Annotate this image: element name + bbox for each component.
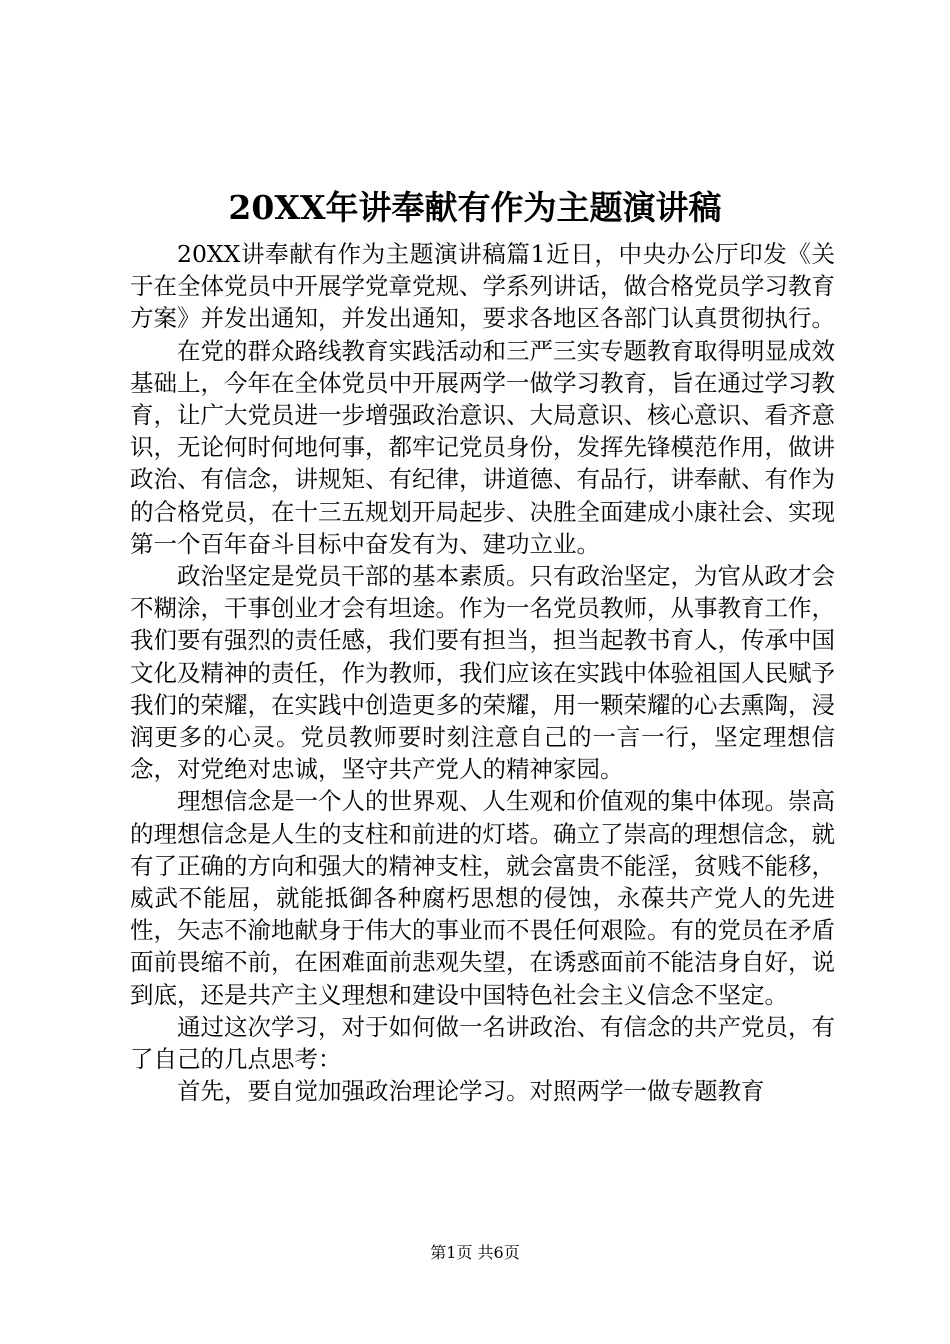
document-body — [130, 238, 835, 1107]
page-number-footer: 第1页 共6页 — [430, 1243, 520, 1262]
paragraph-1: 20XX讲奉献有作为主题演讲稿篇1近日，中央办公厅印发《关于在全体党员中开展学党章党规、学系列讲话，做合格党员学习教育方案》并发出通知，并发出通知，要求各地区各部门认真贯彻执行。 — [130, 240, 835, 333]
paragraph-6: 首先，要自觉加强政治理论学习。对照两学一做专题教育 — [177, 1077, 765, 1106]
document-title: 20XX年讲奉献有作为主题演讲稿 — [228, 188, 722, 227]
paragraph-2: 在党的群众路线教育实践活动和三严三实专题教育取得明显成效基础上，今年在全体党员中开展两学一做学习教育，旨在通过学习教育，让广大党员进一步增强政治意识、大局意识、核心意识、看齐意识，无论何时何地何事，都牢记党员身份，发挥先锋模范作用，做讲政治、有信念，讲规矩、有纪律，讲道德、有品行，讲奉献、有作为的合格党员，在十三五规划开局起步、决胜全面建成小康社会、实现第一个百年奋斗目标中奋发有为、建功立业。 — [130, 336, 835, 558]
paragraph-5: 通过这次学习，对于如何做一名讲政治、有信念的共产党员，有了自己的几点思考： — [130, 1012, 835, 1074]
paragraph-4: 理想信念是一个人的世界观、人生观和价值观的集中体现。崇高的理想信念是人生的支柱和前进的灯塔。确立了崇高的理想信念，就有了正确的方向和强大的精神支柱，就会富贵不能淫，贫贱不能移，威武不能屈，就能抵御各种腐朽思想的侵蚀，永葆共产党人的先进性，矢志不渝地献身于伟大的事业而不畏任何艰险。有的党员在矛盾面前畏缩不前，在困难面前悲观失望，在诱惑面前不能洁身自好，说到底，还是共产主义理想和建设中国特色社会主义信念不坚定。 — [130, 787, 835, 1009]
paragraph-3: 政治坚定是党员干部的基本素质。只有政治坚定，为官从政才会不糊涂，干事创业才会有坦途。作为一名党员教师，从事教育工作，我们要有强烈的责任感，我们要有担当，担当起教书育人，传承中国文化及精神的责任，作为教师，我们应该在实践中体验祖国人民赋予我们的荣耀，在实践中创造更多的荣耀，用一颗荣耀的心去熏陶，浸润更多的心灵。党员教师要时刻注意自己的一言一行，坚定理想信念，对党绝对忠诚，坚守共产党人的精神家园。 — [130, 562, 835, 784]
